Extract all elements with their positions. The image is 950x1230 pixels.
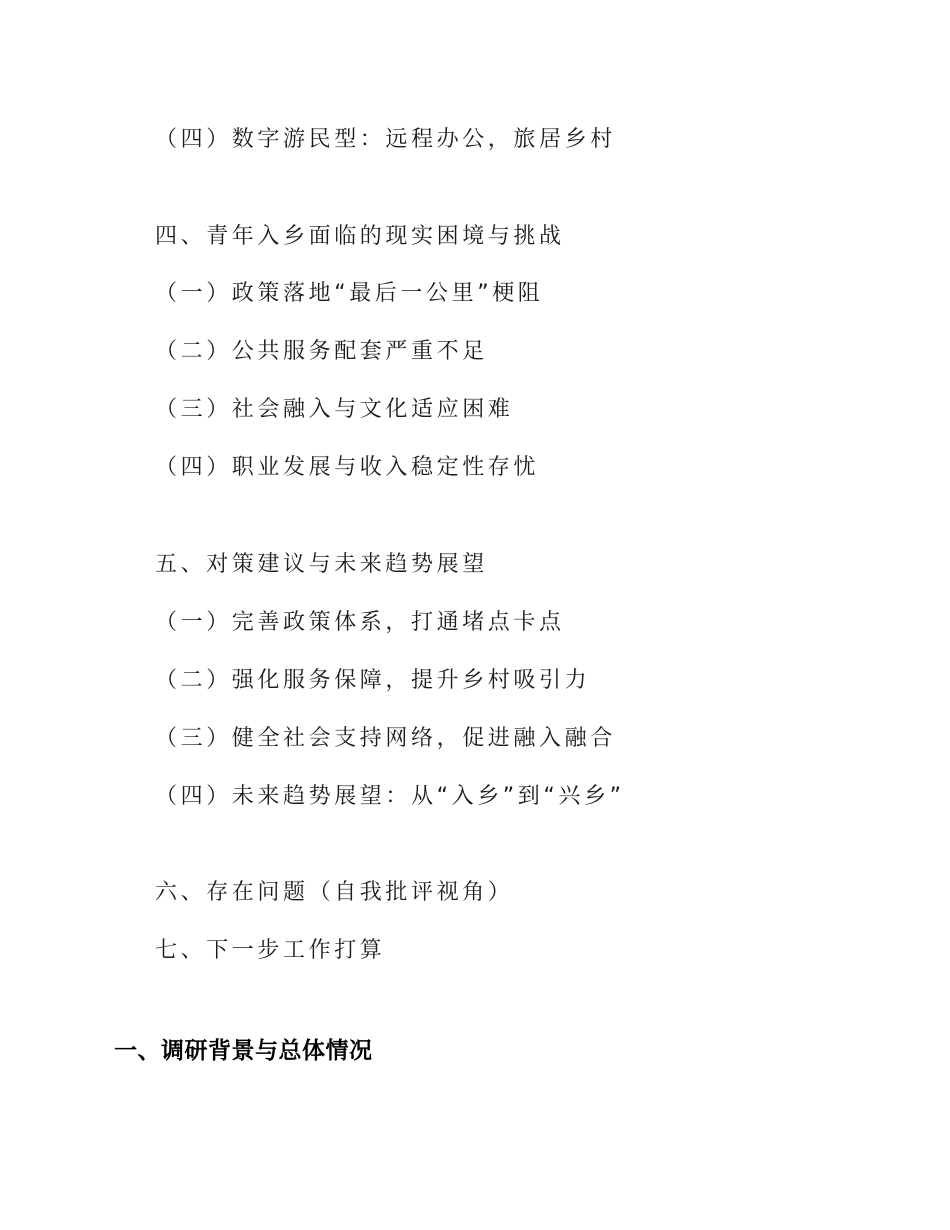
toc-section3-item4: （四）数字游民型：远程办公，旅居乡村: [155, 127, 616, 152]
toc-section7-title: 七、下一步工作打算: [155, 938, 386, 963]
toc-section5-item4: （四）未来趋势展望：从“入乡”到“兴乡”: [155, 784, 625, 809]
toc-section4-item4: （四）职业发展与收入稳定性存忧: [155, 455, 540, 480]
toc-section4-title: 四、青年入乡面临的现实困境与挑战: [155, 224, 565, 249]
toc-section5-item1: （一）完善政策体系，打通堵点卡点: [155, 610, 565, 635]
toc-section4-item2: （二）公共服务配套严重不足: [155, 339, 488, 364]
toc-section4-item1: （一）政策落地“最后一公里”梗阻: [155, 281, 544, 306]
toc-section5-item2: （二）强化服务保障，提升乡村吸引力: [155, 668, 591, 693]
toc-section4-item3: （三）社会融入与文化适应困难: [155, 397, 514, 422]
section-heading: 一、调研背景与总体情况: [114, 1038, 373, 1064]
toc-section5-title: 五、对策建议与未来趋势展望: [155, 552, 488, 577]
toc-section5-item3: （三）健全社会支持网络，促进融入融合: [155, 726, 616, 751]
toc-section6-title: 六、存在问题（自我批评视角）: [155, 880, 514, 905]
